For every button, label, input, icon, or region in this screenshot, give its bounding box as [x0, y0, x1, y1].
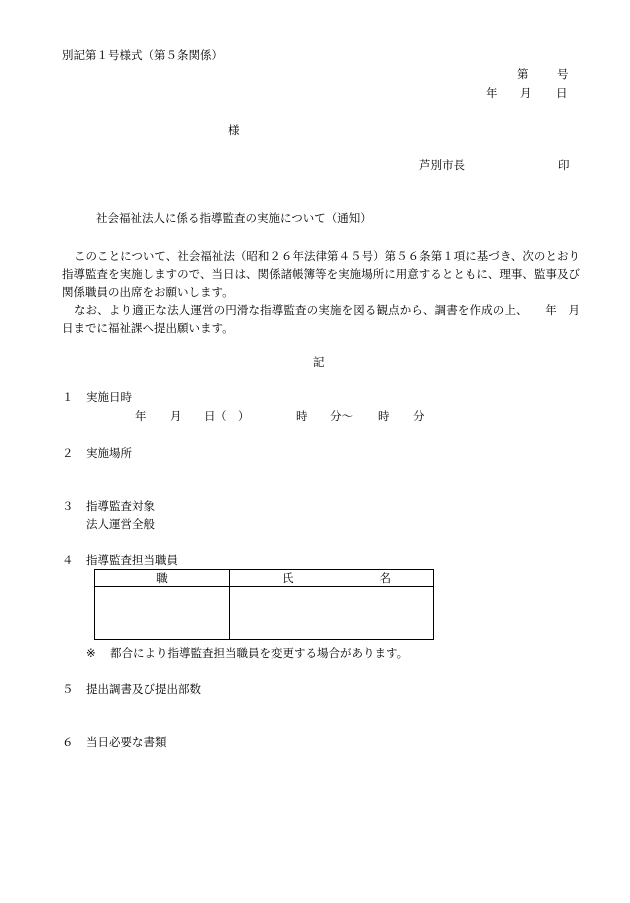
note-text: 都合により指導監査担当職員を変更する場合があります。 — [110, 646, 409, 660]
staff-name-cell — [230, 587, 434, 640]
dt-month: 月 — [170, 409, 182, 423]
col-name-header — [230, 570, 434, 587]
document-title: 社会福祉法人に係る指導監査の実施について（通知） — [96, 211, 372, 225]
doc-number-dai: 第 — [517, 67, 529, 81]
sender-title: 芦別市長 — [419, 158, 465, 172]
staff-table-header — [95, 570, 434, 587]
body-text — [62, 247, 580, 337]
item-1-number: １ — [62, 390, 74, 404]
item-4-label: 指導監査担当職員 — [86, 553, 178, 567]
item-4-number: ４ — [62, 553, 74, 567]
item-1-label: 実施日時 — [86, 390, 132, 404]
staff-post-cell — [95, 587, 230, 640]
col-post-header: 職 — [95, 570, 230, 587]
ki-heading: 記 — [313, 355, 325, 369]
item-3-label: 指導監査対象 — [86, 499, 155, 513]
item-5-number: ５ — [62, 682, 74, 696]
dt-weekday: （ ） — [215, 409, 250, 423]
item-3-number: ３ — [62, 499, 74, 513]
item-6-number: ６ — [62, 735, 74, 749]
staff-table — [94, 569, 434, 640]
body-paragraph-1: このことについて、社会福祉法（昭和２６年法律第４５号）第５６条第１項に基づき、次のとおり指導監査を実施しますので、当日は、関係諸帳簿等を実施場所に用意するとともに、理事、監事及び関係職員の出席をお願いします。 — [62, 249, 580, 299]
body-paragraph-2: なお、より適正な法人運営の円滑な指導監査の実施を図る観点から、調書を作成の上、 年 月日までに福祉課へ提出願います。 — [62, 303, 580, 335]
dt-day: 日 — [204, 409, 216, 423]
addressee-suffix: 様 — [228, 123, 240, 137]
dt-minute-end: 分 — [413, 409, 425, 423]
item-3-value: 法人運営全般 — [86, 517, 155, 531]
form-label: 別記第１号様式（第５条関係） — [62, 48, 223, 62]
item-6-label: 当日必要な書類 — [86, 735, 167, 749]
dt-hour-end: 時 — [378, 409, 390, 423]
col-name-header-shi: 氏 — [282, 571, 294, 585]
item-5-label: 提出調書及び提出部数 — [86, 682, 201, 696]
item-2-label: 実施場所 — [86, 446, 132, 460]
note-mark: ※ — [86, 646, 96, 660]
date-month: 月 — [520, 86, 532, 100]
date-day: 日 — [556, 86, 568, 100]
dt-hour-start: 時 — [296, 409, 308, 423]
doc-number-go: 号 — [557, 67, 569, 81]
date-year: 年 — [486, 86, 498, 100]
item-2-number: ２ — [62, 446, 74, 460]
staff-table-row — [95, 587, 434, 640]
dt-year: 年 — [135, 409, 147, 423]
dt-minute-start: 分～ — [330, 409, 353, 423]
col-name-header-mei: 名 — [379, 571, 391, 585]
seal-mark: 印 — [558, 158, 570, 172]
